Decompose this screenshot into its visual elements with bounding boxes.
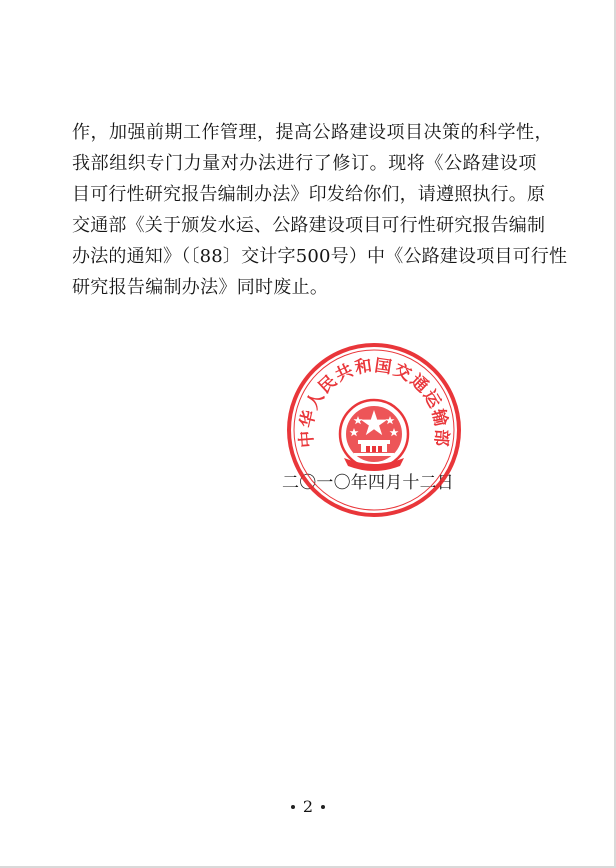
paragraph-line: 目可行性研究报告编制办法》印发给你们，请遵照执行。原 xyxy=(72,184,546,205)
paragraph-line: 我部组织专门力量对办法进行了修订。现将《公路建设项 xyxy=(72,153,537,174)
paragraph-line: 作，加强前期工作管理，提高公路建设项目决策的科学性， xyxy=(72,122,553,143)
body-paragraph xyxy=(72,117,568,303)
paragraph-line: 交通部《关于颁发水运、公路建设项目可行性研究报告编制 xyxy=(72,215,546,236)
dot-icon xyxy=(321,805,325,809)
paragraph-line: 办法的通知》（〔88〕交计字500号）中《公路建设项目可行性 xyxy=(72,246,568,267)
page-number xyxy=(0,797,616,817)
official-seal xyxy=(286,342,462,518)
dot-icon xyxy=(291,805,295,809)
seal-text: 中华人民共和国交通运输部 xyxy=(296,355,452,449)
paragraph-line: 研究报告编制办法》同时废止。 xyxy=(72,277,329,298)
page-number-value: 2 xyxy=(302,797,314,816)
issue-date: 二〇一〇年四月十二日 xyxy=(282,473,454,493)
